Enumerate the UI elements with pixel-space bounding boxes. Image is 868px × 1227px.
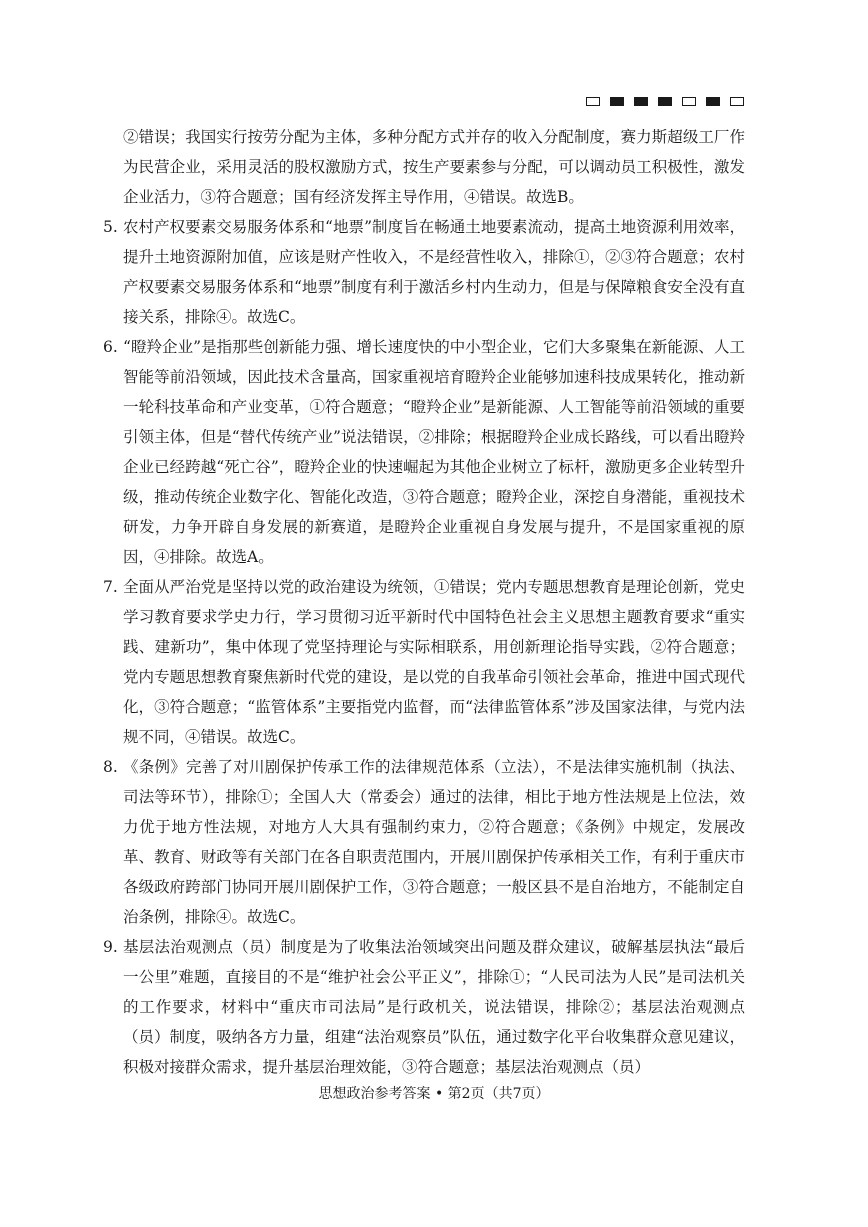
answer-item xyxy=(103,212,745,332)
answer-item xyxy=(103,332,745,572)
header-mark xyxy=(706,97,720,106)
answer-number: 5. xyxy=(103,218,118,236)
header-mark xyxy=(610,97,624,106)
answer-item xyxy=(103,932,745,1082)
answer-item xyxy=(103,572,745,752)
header-marks xyxy=(586,97,744,106)
continuation-paragraph: ②错误；我国实行按劳分配为主体，多种分配方式并存的收入分配制度，赛力斯超级工厂作为民营企业，采用灵活的股权激励方式，按生产要素参与分配，可以调动员工积极性，激发企业活力，③符合题意；国有经济发挥主导作用，④错误。故选B。 xyxy=(123,128,745,206)
header-mark xyxy=(634,97,648,106)
answer-number: 6. xyxy=(103,338,118,356)
answer-text: 农村产权要素交易服务体系和“地票”制度旨在畅通土地要素流动，提高土地资源利用效率，提升土地资源附加值，应该是财产性收入，不是经营性收入，排除①，②③符合题意；农村产权要素交易服务体系和“地票”制度有利于激活乡村内生动力，但是与保障粮食安全没有直接关系，排除④。故选C。 xyxy=(123,218,745,326)
answer-number: 8. xyxy=(103,758,118,776)
answer-number: 7. xyxy=(103,578,118,596)
answer-text: 全面从严治党是坚持以党的政治建设为统领，①错误；党内专题思想教育是理论创新，党史学习教育要求学史力行，学习贯彻习近平新时代中国特色社会主义思想主题教育要求“重实践、建新功”，集中体现了党坚持理论与实际相联系，用创新理论指导实践，②符合题意；党内专题思想教育聚焦新时代党的建设，是以党的自我革命引领社会革命，推进中国式现代化，③符合题意；“监管体系”主要指党内监督，而“法律监管体系”涉及国家法律，与党内法规不同，④错误。故选C。 xyxy=(123,578,745,746)
answer-number: 9. xyxy=(103,938,118,956)
answer-list xyxy=(103,212,745,1082)
answer-text: “瞪羚企业”是指那些创新能力强、增长速度快的中小型企业，它们大多聚集在新能源、人工智能等前沿领域，因此技术含量高，国家重视培育瞪羚企业能够加速科技成果转化，推动新一轮科技革命和产业变革，①符合题意；“瞪羚企业”是新能源、人工智能等前沿领域的重要引领主体，但是“替代传统产业”说法错误，②排除；根据瞪羚企业成长路线，可以看出瞪羚企业已经跨越“死亡谷”，瞪羚企业的快速崛起为其他企业树立了标杆，激励更多企业转型升级，推动传统企业数字化、智能化改造，③符合题意；瞪羚企业，深挖自身潜能，重视技术研发，力争开辟自身发展的新赛道，是瞪羚企业重视自身发展与提升，不是国家重视的原因，④排除。故选A。 xyxy=(123,338,745,566)
answer-text: 《条例》完善了对川剧保护传承工作的法律规范体系（立法），不是法律实施机制（执法、司法等环节），排除①；全国人大（常委会）通过的法律，相比于地方性法规是上位法，效力优于地方性法规，对地方人大具有强制约束力，②符合题意；《条例》中规定，发展改革、教育、财政等有关部门在各自职责范围内，开展川剧保护传承相关工作，有利于重庆市各级政府跨部门协同开展川剧保护工作，③符合题意；一般区县不是自治地方，不能制定自治条例，排除④。故选C。 xyxy=(123,758,745,926)
answer-item xyxy=(103,752,745,932)
header-mark xyxy=(682,97,696,106)
header-mark xyxy=(730,97,744,106)
header-mark xyxy=(658,97,672,106)
header-mark xyxy=(586,97,600,106)
answer-content xyxy=(103,122,745,1082)
answer-text: 基层法治观测点（员）制度是为了收集法治领域突出问题及群众建议，破解基层执法“最后一公里”难题，直接目的不是“维护社会公平正义”，排除①；“人民司法为人民”是司法机关的工作要求，材料中“重庆市司法局”是行政机关，说法错误，排除②；基层法治观测点（员）制度，吸纳各方力量，组建“法治观察员”队伍，通过数字化平台收集群众意见建议，积极对接群众需求，提升基层治理效能，③符合题意；基层法治观测点（员） xyxy=(123,938,745,1076)
page-footer: 思想政治参考答案 • 第2页（共7页） xyxy=(318,1086,550,1102)
